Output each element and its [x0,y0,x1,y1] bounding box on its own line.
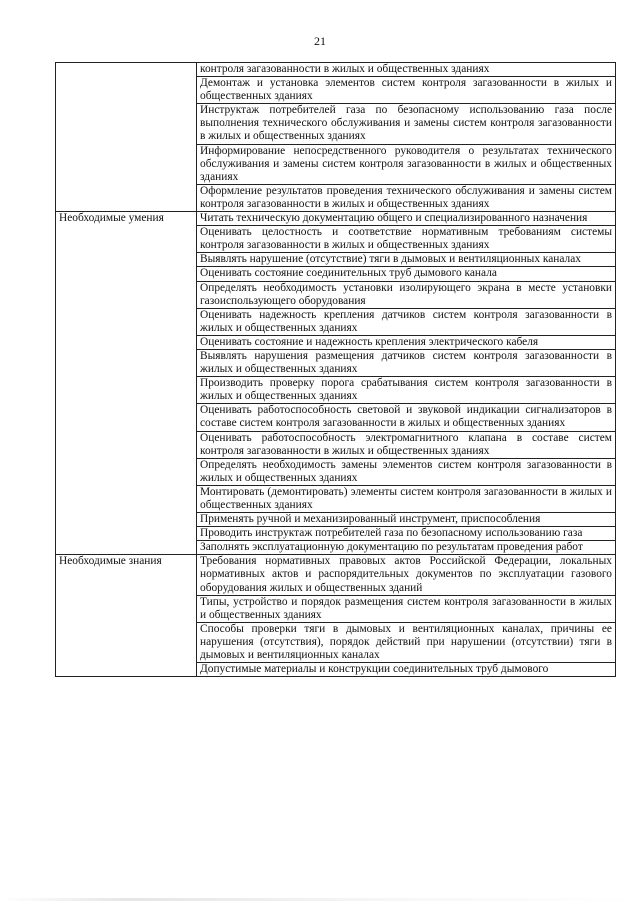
requirement-item: Проводить инструктаж потребителей газа по безопасному использованию газа [197,527,616,541]
requirement-item: Информирование непосредственного руководителя о результатах технического обслуживания и замены систем контроля загазованности в жилых и общественных зданиях [197,144,616,184]
requirement-item: Выявлять нарушения размещения датчиков систем контроля загазованности в жилых и общественных зданиях [197,349,616,376]
table-row [56,212,616,226]
requirements-table [55,62,616,677]
requirement-item: Оформление результатов проведения технического обслуживания и замены систем контроля загазованности в жилых и общественных зданиях [197,184,616,211]
requirement-item: Способы проверки тяги в дымовых и вентиляционных каналах, причины ее нарушения (отсутствия), порядок действий при нарушении (отсутствии) тяги в дымовых и вентиляционных каналах [197,622,616,662]
requirement-item: Инструктаж потребителей газа по безопасному использованию газа после выполнения технического обслуживания и замены систем контроля загазованности в жилых и общественных зданиях [197,104,616,144]
requirement-item: Оценивать состояние и надежность крепления электрического кабеля [197,335,616,349]
section-label: Необходимые умения [56,212,197,555]
requirement-item: Оценивать работоспособность световой и звуковой индикации сигнализаторов в составе систем контроля загазованности в жилых и общественных зданиях [197,404,616,431]
requirement-item: Монтировать (демонтировать) элементы систем контроля загазованности в жилых и общественных зданиях [197,485,616,512]
requirement-item: Читать техническую документацию общего и специализированного назначения [197,212,616,226]
requirement-item: Заполнять эксплуатационную документацию по результатам проведения работ [197,541,616,555]
requirement-item: Производить проверку порога срабатывания систем контроля загазованности в жилых и общественных зданиях [197,377,616,404]
requirement-item: Выявлять нарушение (отсутствие) тяги в дымовых и вентиляционных каналах [197,253,616,267]
requirement-item: Применять ручной и механизированный инструмент, приспособления [197,513,616,527]
table-row [56,63,616,77]
requirement-item: Оценивать целостность и соответствие нормативным требованиям системы контроля загазованности в жилых и общественных зданиях [197,226,616,253]
requirement-item: Оценивать работоспособность электромагнитного клапана в составе систем контроля загазованности в жилых и общественных зданиях [197,431,616,458]
page-number: 21 [314,34,326,48]
table-row [56,555,616,595]
section-label [56,63,197,212]
requirement-item: Демонтаж и установка элементов систем контроля загазованности в жилых и общественных зданиях [197,77,616,104]
requirement-item: Оценивать надежность крепления датчиков систем контроля загазованности в жилых и общественных зданиях [197,308,616,335]
requirement-item: Типы, устройство и порядок размещения систем контроля загазованности в жилых и общественных зданиях [197,595,616,622]
requirements-table-body [56,63,616,677]
requirement-item: Определять необходимость замены элементов систем контроля загазованности в жилых и общественных зданиях [197,458,616,485]
section-label: Необходимые знания [56,555,197,677]
requirement-item: контроля загазованности в жилых и общественных зданиях [197,63,616,77]
requirement-item: Определять необходимость установки изолирующего экрана в месте установки газоиспользующего оборудования [197,281,616,308]
requirement-item: Оценивать состояние соединительных труб дымового канала [197,267,616,281]
requirement-item: Требования нормативных правовых актов Российской Федерации, локальных нормативных актов и распорядительных документов по эксплуатации газового оборудования жилых и общественных зданий [197,555,616,595]
scan-edge-mark [0,898,640,901]
requirement-item: Допустимые материалы и конструкции соединительных труб дымового [197,663,616,677]
